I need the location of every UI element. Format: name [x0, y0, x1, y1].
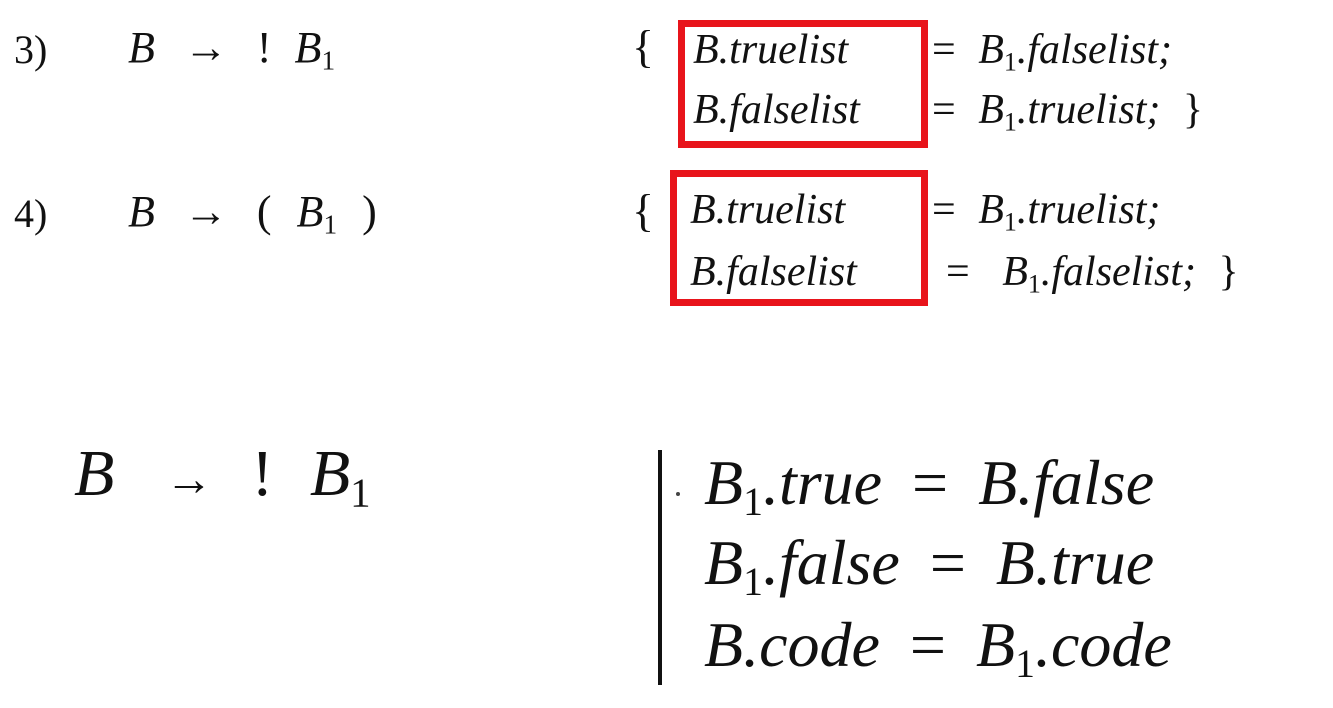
open-brace: {: [632, 21, 655, 72]
arrow-symbol: →: [183, 23, 228, 72]
action-line-2-source: = $B_1.truelist$; }: [932, 87, 1204, 137]
equals-sign: =: [912, 447, 949, 518]
action-target: B.falselist: [690, 249, 857, 295]
action-true: $B_1.true$ = B.false: [704, 447, 1155, 525]
equals-sign: =: [946, 249, 970, 295]
action-target: B.truelist: [693, 27, 849, 73]
rule-number: 4): [14, 191, 48, 236]
production-rhs: $B_1$: [296, 187, 338, 240]
close-brace: }: [1182, 87, 1204, 133]
action-line-2-source: = $B_1.falselist$; }: [946, 249, 1239, 299]
production-lhs: B: [128, 187, 155, 236]
rule-number: 3): [14, 27, 48, 72]
arrow-symbol: →: [183, 187, 228, 236]
action-line-1: [690, 186, 845, 234]
action-line-1: [693, 26, 848, 74]
production-rhs: $B_1$: [309, 437, 371, 516]
action-target: B.falselist: [693, 87, 860, 133]
action-code: B.code = $B_1.code$: [704, 609, 1172, 687]
left-paren: (: [256, 187, 272, 236]
action-target: B.truelist: [690, 187, 846, 233]
equals-sign: =: [932, 187, 956, 233]
right-paren: ): [362, 187, 377, 236]
production: [74, 436, 371, 516]
action-line-2: [693, 86, 860, 134]
action-line-1-source: = $B_1.truelist$;: [932, 187, 1161, 237]
equals-sign: =: [929, 527, 966, 598]
action-line-1-source: = $B_1.falselist$;: [932, 27, 1173, 77]
open-brace: {: [632, 185, 655, 236]
rule-separator-bar: [658, 450, 662, 685]
equals-sign: =: [909, 609, 946, 680]
equals-sign: =: [932, 87, 956, 133]
production: [128, 22, 336, 76]
close-brace: }: [1218, 249, 1239, 295]
production-lhs: B: [74, 437, 115, 510]
arrow-symbol: →: [164, 453, 213, 506]
production-lhs: B: [128, 23, 155, 72]
action-line-2: [690, 248, 857, 296]
not-operator: !: [251, 437, 274, 510]
production: [128, 186, 377, 240]
separator-dot: [676, 492, 680, 496]
action-false: $B_1.false$ = B.true: [704, 527, 1155, 605]
production-rhs: $B_1$: [294, 23, 336, 76]
equals-sign: =: [932, 27, 956, 73]
not-operator: !: [256, 23, 272, 72]
